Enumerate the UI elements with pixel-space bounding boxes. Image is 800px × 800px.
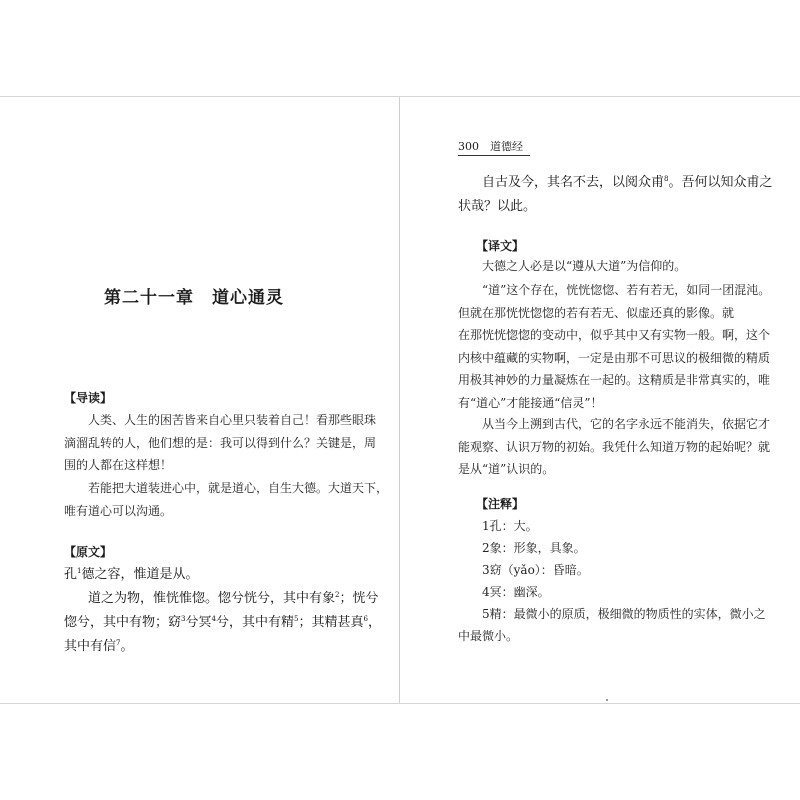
text-line: 是从“道”认识的。 xyxy=(458,462,555,476)
text-line: 孔$^1$德之容，惟道是从。 xyxy=(64,567,199,582)
text-line: 状哉？以此。 xyxy=(458,199,537,214)
text-line: 大德之人必是以“遵从大道”为信仰的。 xyxy=(482,259,687,273)
footnote-marker: 8 xyxy=(664,175,669,183)
text-line: 围的人都在这样想！ xyxy=(64,458,173,472)
footnote-marker: 6 xyxy=(363,615,368,623)
text-line: 但就在那恍恍惚惚的若有若无、似虚还真的影像。就 xyxy=(458,305,735,320)
original-heading: 【原文】 xyxy=(64,545,113,559)
note-item-5: 5精：最微小的原质，极细微的物质性的实体，微小之 xyxy=(482,607,766,621)
original-text xyxy=(64,563,381,659)
footnote-marker: 1 xyxy=(77,567,82,575)
translation-heading: 【译文】 xyxy=(476,239,525,253)
text-line: 人类、人生的困苦皆来自心里只装着自己！看那些眼珠 xyxy=(88,413,377,427)
text-line: 从当今上溯到古代，它的名字永远不能消失，依据它才 xyxy=(482,417,771,431)
left-page xyxy=(0,97,399,703)
running-header: 300 道德经 xyxy=(458,138,530,156)
footnote-marker: 4 xyxy=(211,615,216,623)
note-item: 4冥：幽深。 xyxy=(482,585,550,599)
page-speck xyxy=(606,699,608,701)
text-line: 道之为物，惟恍惟惚。惚兮恍兮，其中有象$^2$；恍兮 xyxy=(88,591,379,606)
text-line: 唯有道心可以沟通。 xyxy=(64,503,173,518)
text-line: 滴溜乱转的人，他们想的是：我可以得到什么？关键是，周 xyxy=(64,435,377,450)
guide-paragraph-1 xyxy=(64,409,376,477)
text-line: 有“道心”才能接通“信灵”！ xyxy=(458,395,603,410)
continuation-text xyxy=(458,171,773,219)
translation-paragraph-1 xyxy=(458,255,686,278)
footnote-marker: 5 xyxy=(293,615,299,623)
note-item: 1孔：大。 xyxy=(482,519,538,533)
note-item-5-continued: 中最微小。 xyxy=(458,629,519,643)
text-line: 惚兮，其中有物；窈$^3$兮冥$^4$兮，其中有精$^5$；其精甚真$^6$， xyxy=(64,615,381,630)
text-line: “道”这个存在，恍恍惚惚、若有若无，如同一团混沌。 xyxy=(482,283,771,297)
footnote-marker: 2 xyxy=(335,591,340,599)
translation-paragraph-2 xyxy=(458,279,770,414)
guide-heading: 【导读】 xyxy=(64,391,113,405)
text-line: 用极其神妙的力量凝炼在一起的。这精质是非常真实的，唯 xyxy=(458,373,771,387)
text-line: 自古及今，其名不去，以阅众甫$^8$。吾何以知众甫之 xyxy=(482,175,773,190)
text-line: 若能把大道装进心中，就是道心，自生大德。大道天下， xyxy=(88,481,389,495)
text-line: 内核中蕴藏的实物啊，一定是由那不可思议的极细微的精质 xyxy=(458,350,771,365)
footnote-marker: 3 xyxy=(181,615,186,623)
guide-paragraph-2 xyxy=(64,477,388,522)
book-spread xyxy=(0,96,800,704)
translation-paragraph-3 xyxy=(458,413,770,481)
note-item: 2象：形象，具象。 xyxy=(482,541,586,555)
notes-heading: 【注释】 xyxy=(476,497,525,511)
right-page xyxy=(400,97,800,703)
chapter-title: 第二十一章 道心通灵 xyxy=(104,288,284,308)
text-line: 在那恍恍惚惚的变动中，似乎其中又有实物一般。啊，这个 xyxy=(458,328,771,342)
note-item: 3窈（yǎo）：昏暗。 xyxy=(482,563,589,577)
footnote-marker: 7 xyxy=(116,639,121,647)
text-line: 其中有信$^7$。 xyxy=(64,639,134,654)
text-line: 能观察、认识万物的初始。我凭什么知道万物的起始呢？就 xyxy=(458,439,771,454)
